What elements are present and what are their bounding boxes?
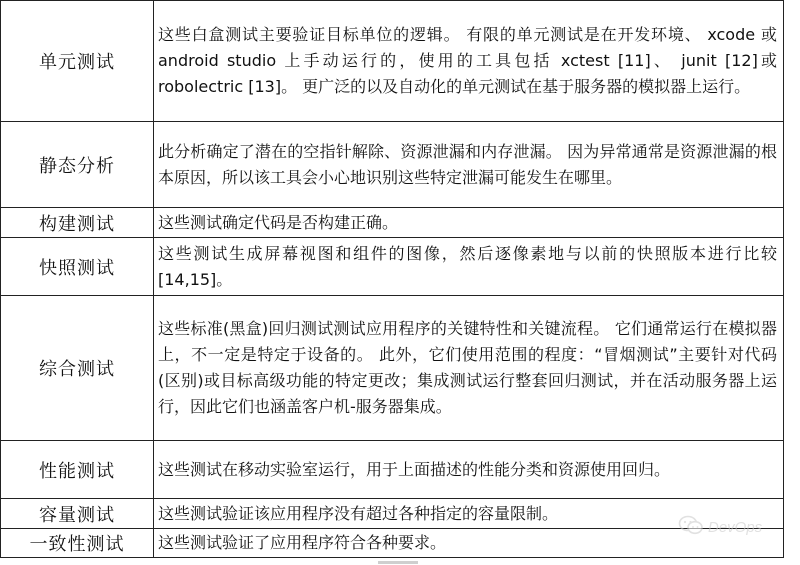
test-description-cell: 这些测试验证该应用程序没有超过各种指定的容量限制。 bbox=[154, 499, 784, 529]
table-row bbox=[1, 296, 784, 441]
table-row bbox=[1, 499, 784, 529]
test-type-cell: 快照测试 bbox=[1, 238, 154, 296]
page-edge-mark bbox=[378, 561, 418, 564]
test-description-cell: 这些测试验证了应用程序符合各种要求。 bbox=[154, 529, 784, 558]
test-description-cell: 这些测试确定代码是否构建正确。 bbox=[154, 208, 784, 238]
test-description-cell: 这些测试生成屏幕视图和组件的图像，然后逐像素地与以前的快照版本进行比较[14,15]。 bbox=[154, 238, 784, 296]
test-type-cell: 一致性测试 bbox=[1, 529, 154, 558]
table-row bbox=[1, 238, 784, 296]
test-description-cell: 这些标准(黑盒)回归测试测试应用程序的关键特性和关键流程。 它们通常运行在模拟器上，不一定是特定于设备的。 此外，它们使用范围的程度：“冒烟测试”主要针对代码(区别)或目标高级功能的特定更改；集成测试运行整套回归测试，并在活动服务器上运行，因此它们也涵盖客户机-服务器集成。 bbox=[154, 296, 784, 441]
table-row bbox=[1, 529, 784, 558]
test-description-cell: 这些测试在移动实验室运行，用于上面描述的性能分类和资源使用回归。 bbox=[154, 441, 784, 499]
test-type-cell: 单元测试 bbox=[1, 1, 154, 122]
test-description-cell: 这些白盒测试主要验证目标单位的逻辑。 有限的单元测试是在开发环境、 xcode 或 android studio 上手动运行的，使用的工具包括 xctest [11]、 junit [12]或 robolectric [13]。 更广泛的以及自动化的单元测试在基于服务器的模拟器上运行。 bbox=[154, 1, 784, 122]
test-type-cell: 静态分析 bbox=[1, 122, 154, 208]
table-row bbox=[1, 208, 784, 238]
test-type-cell: 容量测试 bbox=[1, 499, 154, 529]
table-row bbox=[1, 122, 784, 208]
test-type-cell: 性能测试 bbox=[1, 441, 154, 499]
test-type-cell: 构建测试 bbox=[1, 208, 154, 238]
table-row bbox=[1, 441, 784, 499]
table-row bbox=[1, 1, 784, 122]
watermark-text: DevOps bbox=[708, 518, 763, 536]
test-type-cell: 综合测试 bbox=[1, 296, 154, 441]
test-description-cell: 此分析确定了潜在的空指针解除、资源泄漏和内存泄漏。 因为异常通常是资源泄漏的根本原因，所以该工具会小心地识别这些特定泄漏可能发生在哪里。 bbox=[154, 122, 784, 208]
